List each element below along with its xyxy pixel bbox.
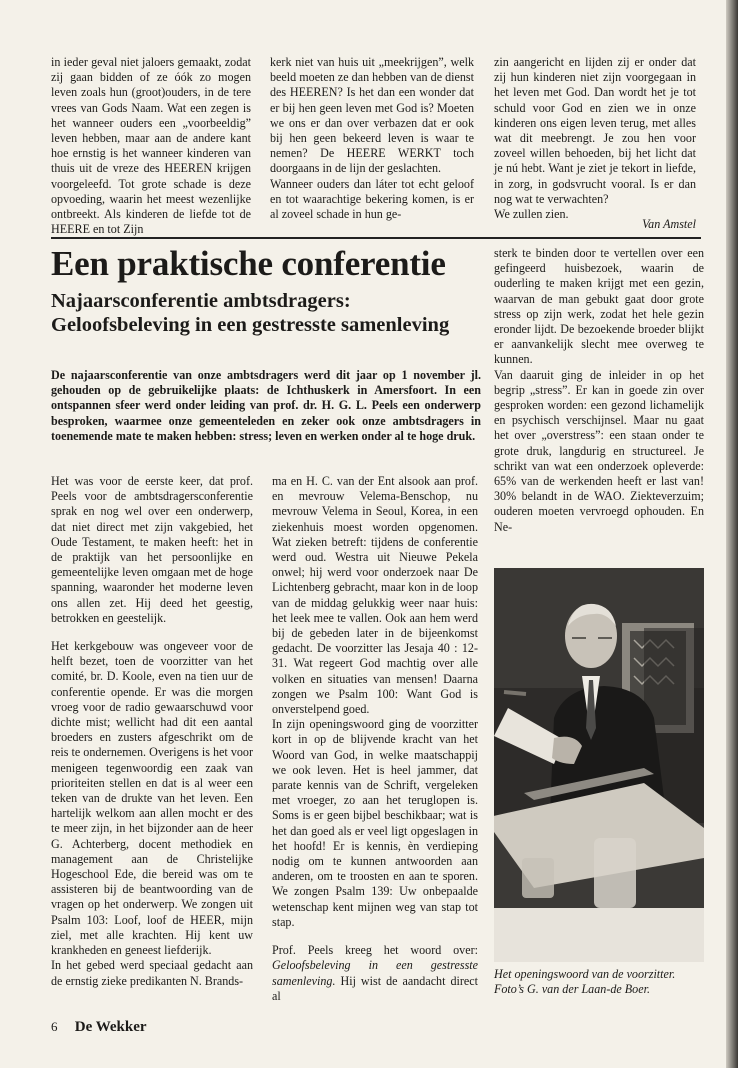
speaker-photo [494,568,704,962]
previous-article-text: kerk niet van huis uit „meekrijgen”, welk beeld moeten ze dan hebben van de dienst des HEEREN? Is het dan een wonder dat er bij hen geen leven met God is? Moeten we ons er dan over verbazen dat er ook bij hen geen bekeerd leven is waar te nemen? De HEERE WERKT toch doorgaans in de lijn der geslachten. Wanneer ouders dan láter tot echt geloof en tot waarachtige bekering komen, is er al zoveel schade in hun ge- [270,55,474,222]
section-divider [51,237,701,239]
page-footer [51,1019,147,1036]
paragraph: In het gebed werd speciaal gedacht aan de ernstig zieke predikanten N. Brands- [51,958,253,988]
paragraph: Het was voor de eerste keer, dat prof. Peels voor de ambtsdragersconferentie sprak en nog wel over een onderwerp, dat niet direct met zijn vakgebied, het Oude Testament, te maken heeft: het in de praktijk van het persoonlijke en gemeentelijke leven omgaan met de hoge spanning, waaronder het moderne leven ons allen zet. Hij deed het geestig, betrokken en geestelijk. [51,474,253,625]
paragraph: In zijn openingswoord ging de voorzitter kort in op de blijvende kracht van het Woord van God, in welke maatschappij we ook leven. Het is heel jammer, dat parate kennis van de Schrift, vergeleken met vroeger, zo aan het teruglopen is. Soms is er geen bijbel beschikbaar; wat is het dan goed als er veel ligt opgeslagen in het hoofd! Er is kennis, èn verdieping nodig om te kunnen antwoorden aan anderen, om te troosten en aan te sporen. We zongen Psalm 139: Uw onbepaalde wetenschap kent mijnen weg van stap tot stap. [272,717,478,929]
paragraph-text: Hij wist de aandacht direct al [272,973,478,1003]
previous-article-column-1 [51,55,251,237]
article-subtitle: Najaarsconferentie ambtsdragers: Geloofsbeleving in een gestresste samenleving [51,290,450,336]
article-title: Een praktische conferentie [51,244,446,283]
previous-article-text: in ieder geval niet jaloers gemaakt, zodat zij gaan bidden of ze óók zo mogen leven zoals hun (groot)ouders, in de tere vrees van Gods Naam. Wat een zegen is het wanneer ouders een „voorbeeldig” leven hebben, maar aan de andere kant hoe ernstig is het wanneer kinderen van thuis uit de vreze des HEEREN krijgen voorgeleefd. Tot grote schade is deze opvoeding, waarin het meest wezenlijke ontbreekt. Als kinderen de liefde tot de HEERE en tot Zijn [51,55,251,237]
paragraph: sterk te binden door te vertellen over een gefingeerd huisbezoek, waarin de ouderling te maken krijgt met een gezin, waarvan de man gebukt gaat door grote stress op zijn werk, zodat het hele gezin eronder lijdt. De bezoekende broeder blijkt er aanvankelijk slecht mee overweg te kunnen. [494,246,704,367]
page-number: 6 [51,1019,58,1034]
paragraph: Van daaruit ging de inleider in op het begrip „stress”. Er kan in goede zin over gesproken worden: een gezond lichamelijk en psychisch verschijnsel. Maar nu gaat het over „overstress”: een staan onder te grote druk, langdurig en structureel. Je schrikt van wat een onderzoek opleverde: 65% van de werkenden heeft er last van! 30% belandt in de WAO. Ziekteverzuim; ouderen moeten vervroegd ophouden. En Ne- [494,367,704,534]
lecture-title-italic: Geloofsbeleving in een gestresste samenleving. [272,958,478,988]
paragraph: Het kerkgebouw was ongeveer voor de helft bezet, toen de voorzitter van het comité, br. D. Koole, even na tien uur de conferentie opende. Er was die morgen vroeg voor de radio gewaarschuwd voor dichte mist; wellicht had dit een aantal broeders en zusters afgeschrikt om de reis te ondernemen. Overigens is het voor menigeen tegenwoordig een zaak van prioriteiten stellen en dat is al weer een teken van de drukte van het leven. Een hartelijk welkom aan allen mocht er des te meer zijn, in het bijzonder aan de heer G. Achterberg, docent methodiek en management aan de Christelijke Hogeschool Ede, die bereid was om te assisteren bij de beantwoording van de vragen op het onderwerp. We zongen uit Psalm 103: Loof, loof de HEER, mijn ziel, met alle krachten. Hij kent uw krankheden en geneest liefderijk. [51,639,253,958]
paragraph [272,943,478,1004]
article-column-1 [51,474,253,989]
page-edge-shadow [726,0,738,1068]
magazine-name: De Wekker [74,1019,147,1035]
previous-article-column-2 [270,55,474,222]
paragraph: ma en H. C. van der Ent alsook aan prof. en mevrouw Velema-Benschop, nu mevrouw Velema in Seoul, Korea, in een ziekenhuis moest worden opgenomen. Wat zieken betreft: tijdens de conferentie werd oud. Westra uit Nieuwe Pekela onwel; hij werd voor onderzoek naar De Lichtenberg gebracht, maar kon in de loop van de middag gelukkig weer naar huis: het leek mee te vallen. Ook aan hem werd bij de gebeden later in de bijeenkomst gedacht. De voorzitter las Jesaja 40 : 12-31. Wat regeert God machtig over alle volken en situaties van mensen! Daarna zongen we Psalm 100: Want God is onverstelpend goed. [272,474,478,717]
article-column-3 [494,246,704,535]
author-signature: Van Amstel [642,217,696,231]
photo-caption: Het openingswoord van de voorzitter. Foto’s G. van der Laan-de Boer. [494,967,676,997]
speaker-photo-illustration [494,568,704,962]
article-lead: De najaarsconferentie van onze ambtsdragers werd dit jaar op 1 november jl. gehouden op de gebruikelijke plaats: de Ichthuskerk in Amersfoort. In een ontspannen sfeer werd onder leiding van prof. dr. H. G. L. Peels een onderwerp besproken, waarmee onze gemeenteleden en zeker ook onze ambtsdragers in toenemende mate te maken hebben: stress; leven en werken onder al te hoge druk. [51,368,481,443]
previous-article-text: zin aangericht en lijden zij er onder dat zij hun kinderen niet zijn voorgegaan in het leven met God. Dan wordt het je tot schuld voor God en zien we in onze kinderen ons eigen leven terug, met alles wat dit meebrengt. Je zou hen voor zoveel willen behoeden, bij het licht dat je nú hebt. Want je ziet je tekort in liefde, in zorg, in godsvrucht vooral. Is er dan nog wat te verwachten? We zullen zien. [494,55,696,222]
article-column-2 [272,474,478,1004]
previous-article-column-3 [494,55,696,222]
paragraph-text: Prof. Peels kreeg het woord over: [272,943,478,958]
